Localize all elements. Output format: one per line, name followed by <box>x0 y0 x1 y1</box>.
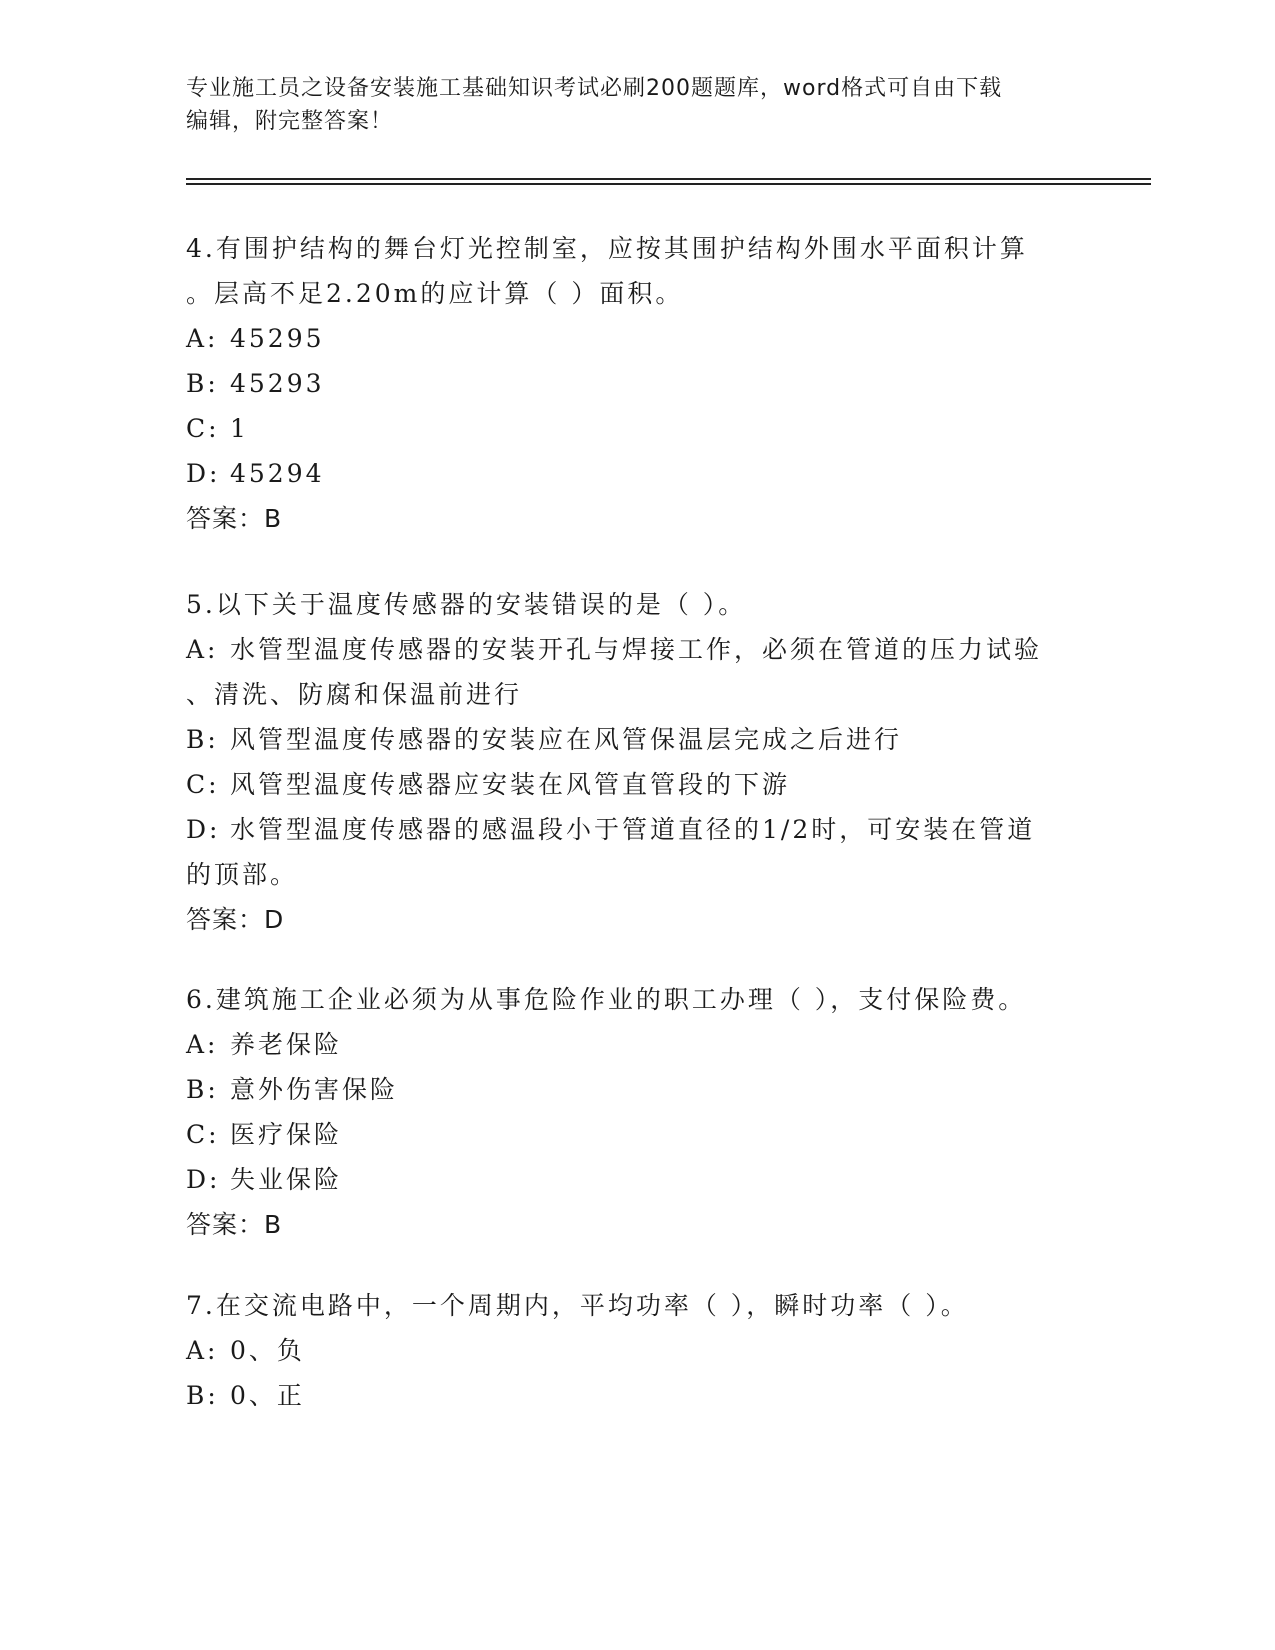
option-text: 45293 <box>230 369 325 398</box>
option-c <box>186 406 1086 451</box>
option-c <box>186 1112 1086 1157</box>
option-text: 1 <box>230 414 249 443</box>
option-key: A: <box>186 635 219 664</box>
option-key: B: <box>186 1075 219 1104</box>
option-a <box>186 627 1086 672</box>
option-key: B: <box>186 1381 219 1410</box>
option-d <box>186 807 1086 852</box>
option-key: C: <box>186 1120 220 1149</box>
option-key: D: <box>186 1165 221 1194</box>
option-a <box>186 316 1086 361</box>
option-key: C: <box>186 414 220 443</box>
question-4 <box>186 226 1086 541</box>
option-key: A: <box>186 1030 219 1059</box>
option-key: C: <box>186 770 220 799</box>
option-text: 养老保险 <box>230 1030 343 1059</box>
option-text: 水管型温度传感器的感温段小于管道直径的1/2时，可安装在管道 <box>230 815 1036 844</box>
option-b <box>186 361 1086 406</box>
option-a-continued: 、清洗、防腐和保温前进行 <box>186 680 523 709</box>
question-7 <box>186 1283 1086 1418</box>
header-line-2: 编辑，附完整答案！ <box>186 109 394 134</box>
header-divider-top <box>186 178 1151 180</box>
option-text: 水管型温度传感器的安装开孔与焊接工作，必须在管道的压力试验 <box>230 635 1043 664</box>
answer-label: 答案：B <box>186 1210 283 1239</box>
option-d-continued: 的顶部。 <box>186 860 299 889</box>
answer-label: 答案：D <box>186 905 285 934</box>
option-text: 意外伤害保险 <box>230 1075 399 1104</box>
option-key: D: <box>186 815 221 844</box>
option-key: D: <box>186 459 221 488</box>
option-key: B: <box>186 725 219 754</box>
option-text: 45294 <box>230 459 325 488</box>
option-d <box>186 451 1086 496</box>
option-b <box>186 1373 1086 1418</box>
document-header <box>186 72 1086 138</box>
question-text-line: 6.建筑施工企业必须为从事危险作业的职工办理（ ），支付保险费。 <box>186 985 1027 1014</box>
option-key: B: <box>186 369 219 398</box>
question-text-line: 5.以下关于温度传感器的安装错误的是（ ）。 <box>186 590 747 619</box>
option-text: 45295 <box>230 324 325 353</box>
question-5 <box>186 582 1086 942</box>
option-text: 风管型温度传感器应安装在风管直管段的下游 <box>230 770 791 799</box>
option-b <box>186 717 1086 762</box>
question-6 <box>186 977 1086 1247</box>
option-text: 医疗保险 <box>230 1120 343 1149</box>
option-text: 风管型温度传感器的安装应在风管保温层完成之后进行 <box>230 725 903 754</box>
question-text-line: 。层高不足2.20m的应计算（ ）面积。 <box>186 279 684 308</box>
option-text: 0、正 <box>230 1381 305 1410</box>
option-a <box>186 1022 1086 1067</box>
option-d <box>186 1157 1086 1202</box>
question-text-line: 7.在交流电路中，一个周期内，平均功率（ ），瞬时功率（ ）。 <box>186 1291 969 1320</box>
option-text: 失业保险 <box>230 1165 343 1194</box>
question-text-line: 4.有围护结构的舞台灯光控制室，应按其围护结构外围水平面积计算 <box>186 234 1028 263</box>
option-key: A: <box>186 324 219 353</box>
option-text: 0、负 <box>230 1336 305 1365</box>
option-b <box>186 1067 1086 1112</box>
header-line-1: 专业施工员之设备安装施工基础知识考试必刷200题题库，word格式可自由下载 <box>186 76 1003 101</box>
option-key: A: <box>186 1336 219 1365</box>
option-a <box>186 1328 1086 1373</box>
answer-label: 答案：B <box>186 504 283 533</box>
option-c <box>186 762 1086 807</box>
header-divider-bottom <box>186 183 1151 185</box>
